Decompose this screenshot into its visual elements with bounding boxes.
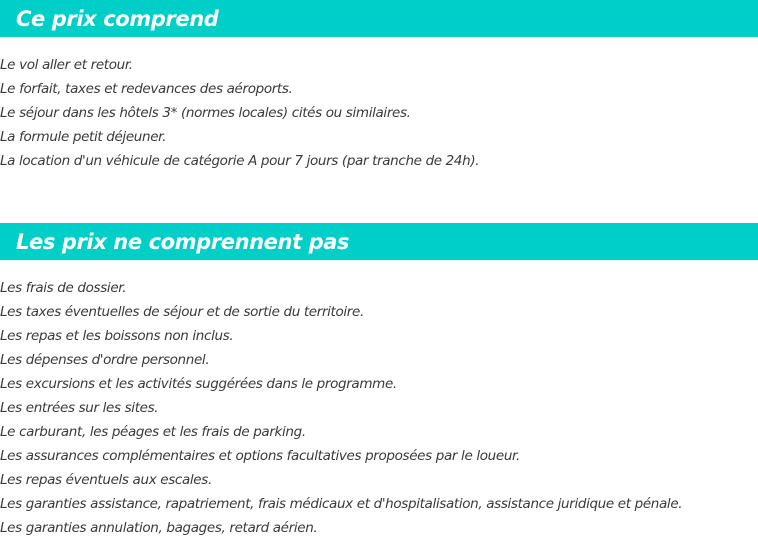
excluded-item: Les garanties annulation, bagages, retard aérien. — [0, 520, 318, 536]
included-item: La formule petit déjeuner. — [0, 129, 167, 145]
excluded-item: Les entrées sur les sites. — [0, 400, 159, 416]
excluded-item: Les excursions et les activités suggérées dans le programme. — [0, 376, 397, 392]
included-item: Le séjour dans les hôtels 3* (normes locales) cités ou similaires. — [0, 105, 411, 121]
excluded-item: Les repas et les boissons non inclus. — [0, 328, 234, 344]
included-item: La location d'un véhicule de catégorie A pour 7 jours (par tranche de 24h). — [0, 153, 480, 169]
included-items-list — [0, 53, 479, 173]
excluded-item: Les assurances complémentaires et options facultatives proposées par le loueur. — [0, 448, 520, 464]
excluded-item: Les garanties assistance, rapatriement, frais médicaux et d'hospitalisation, assistance juridique et pénale. — [0, 496, 683, 512]
included-item: Le forfait, taxes et redevances des aéroports. — [0, 81, 293, 97]
excluded-items-list — [0, 276, 682, 540]
excluded-item: Les frais de dossier. — [0, 280, 127, 296]
excluded-section-title: Les prix ne comprennent pas — [16, 229, 350, 254]
included-section-header — [0, 0, 758, 37]
excluded-item: Les repas éventuels aux escales. — [0, 472, 212, 488]
excluded-item: Les taxes éventuelles de séjour et de sortie du territoire. — [0, 304, 364, 320]
excluded-section-header — [0, 223, 758, 260]
included-item: Le vol aller et retour. — [0, 57, 133, 73]
included-section-title: Ce prix comprend — [16, 6, 219, 31]
excluded-item: Les dépenses d'ordre personnel. — [0, 352, 210, 368]
excluded-item: Le carburant, les péages et les frais de parking. — [0, 424, 306, 440]
